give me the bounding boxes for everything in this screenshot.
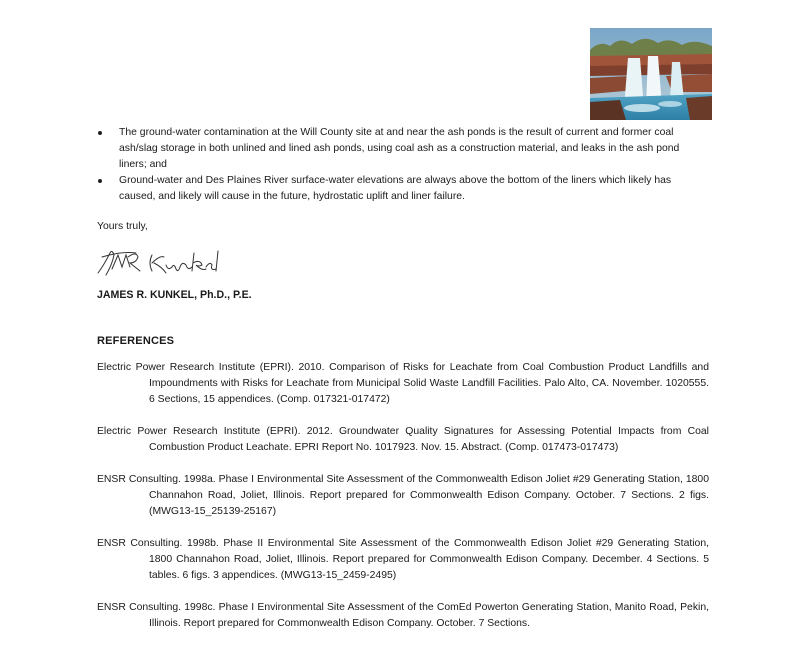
reference-entry: Electric Power Research Institute (EPRI). 2010. Comparison of Risks for Leachate from Coal Combustion Product Landfills and Impoundments with Risks for Leachate from Municipal Solid Waste Landfill Facilities. Palo Alto, CA. November. 1020555. 6 Sections, 15 appendices. (Comp. 017321-017472) xyxy=(97,362,709,405)
findings-list xyxy=(97,125,709,205)
reference-entry: ENSR Consulting. 1998b. Phase II Environmental Site Assessment of the Commonwealth Edison Joliet #29 Generating Station, 1800 Channahon Road, Joliet, Illinois. Report prepared for Commonwealth Edison Company. December. 4 Sections. 5 tables. 6 figs. 3 appendices. (MWG13-15_2459-2495) xyxy=(97,538,709,581)
reference-entry: Electric Power Research Institute (EPRI). 2012. Groundwater Quality Signatures for Assessing Potential Impacts from Coal Combustion Product Leachate. EPRI Report No. 1017923. Nov. 15. Abstract. (Comp. 017473-017473) xyxy=(97,426,709,453)
list-item xyxy=(97,173,709,205)
handwritten-signature xyxy=(92,243,232,283)
bullet-text: The ground-water contamination at the Will County site at and near the ash ponds is the result of current and former coal ash/slag storage in both unlined and lined ash ponds, using coal ash as a construction material, and leaks in the ash pond liners; and xyxy=(119,127,680,170)
bullet-text: Ground-water and Des Plaines River surface-water elevations are always above the bottom of the liners which likely has caused, and likely will cause in the future, hydrostatic uplift and liner failure. xyxy=(119,175,672,202)
references-list xyxy=(97,360,709,648)
references-heading: REFERENCES xyxy=(97,335,175,347)
waterfall-photo xyxy=(590,28,712,120)
bullet-icon xyxy=(98,179,102,183)
closing-salutation: Yours truly, xyxy=(97,221,148,232)
bullet-icon xyxy=(98,131,102,135)
signer-name: JAMES R. KUNKEL, Ph.D., P.E. xyxy=(97,289,252,301)
reference-entry: ENSR Consulting. 1998c. Phase I Environmental Site Assessment of the ComEd Powerton Generating Station, Manito Road, Pekin, Illinois. Report prepared for Commonwealth Edison Company. October. 7 Sections. xyxy=(97,602,709,629)
list-item xyxy=(97,125,709,173)
reference-entry: ENSR Consulting. 1998a. Phase I Environmental Site Assessment of the Commonwealth Edison Joliet #29 Generating Station, 1800 Channahon Road, Joliet, Illinois. Report prepared for Commonwealth Edison Company. October. 7 Sections. 2 figs. (MWG13-15_25139-25167) xyxy=(97,474,709,517)
